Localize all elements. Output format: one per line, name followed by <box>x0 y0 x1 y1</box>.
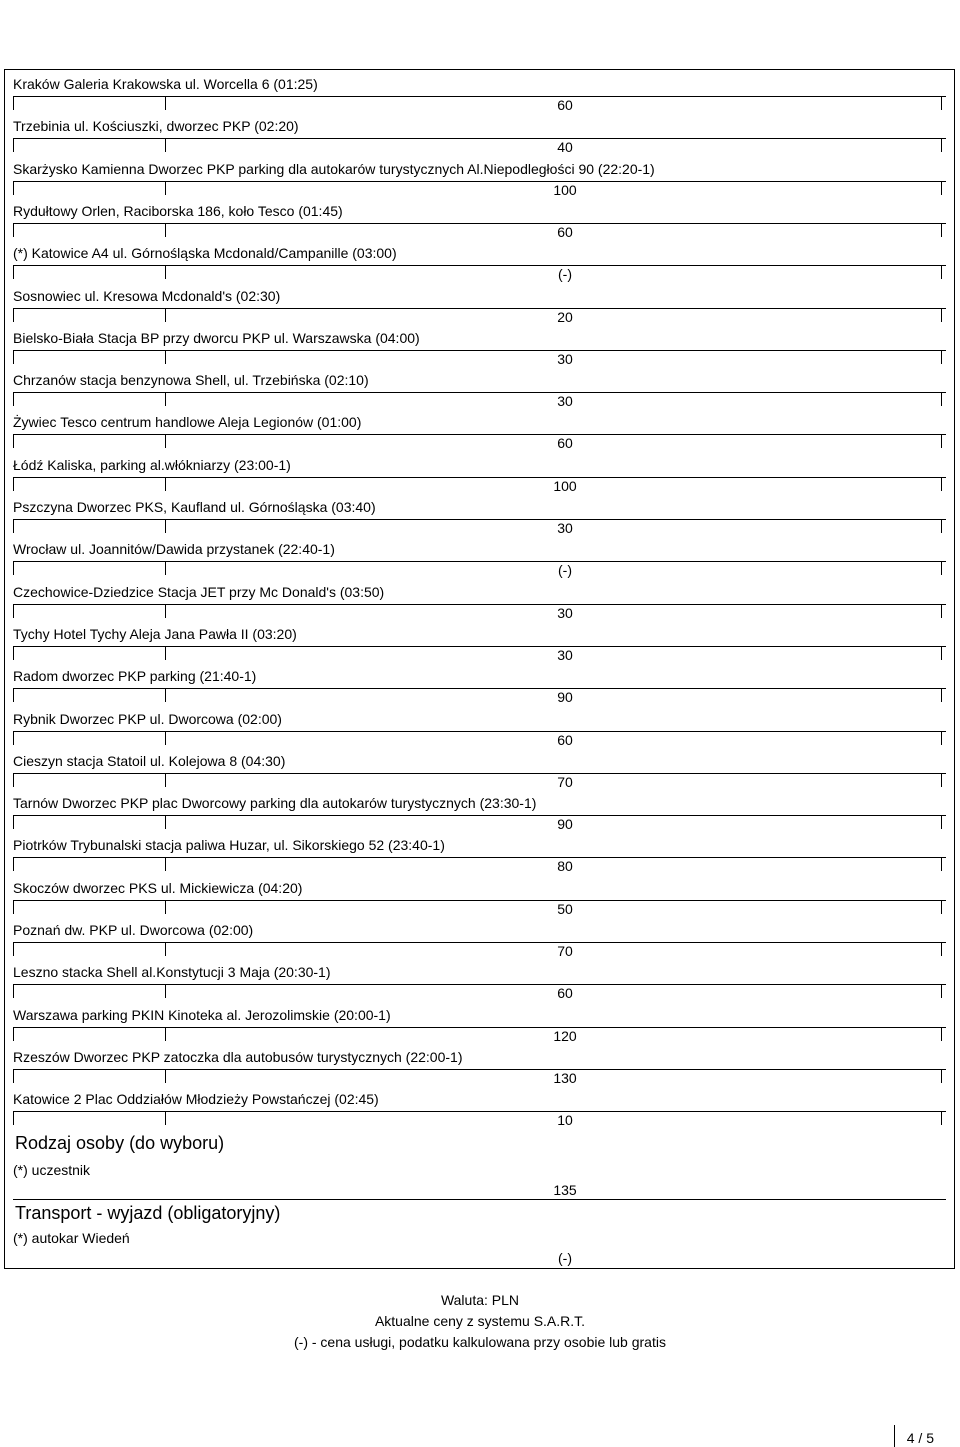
location-label: Pszczyna Dworzec PKS, Kaufland ul. Górnośląska (03:40) <box>13 499 376 515</box>
row-tick <box>165 138 166 152</box>
table-row <box>5 831 954 873</box>
row-tick <box>13 350 14 364</box>
row-tick <box>165 1069 166 1083</box>
row-tick <box>13 1111 14 1125</box>
location-price: 30 <box>557 520 573 536</box>
location-price: (-) <box>558 266 572 283</box>
row-tick <box>941 731 942 745</box>
row-underline <box>13 350 946 351</box>
transport-heading: Transport - wyjazd (obligatoryjny) <box>15 1203 281 1223</box>
row-underline <box>13 519 946 520</box>
row-tick <box>941 773 942 787</box>
table-row <box>5 1085 954 1127</box>
location-label: Skarżysko Kamienna Dworzec PKP parking dla autokarów turystycznych Al.Niepodległości 90 (22:20-1) <box>13 160 655 177</box>
location-price: 60 <box>557 985 573 1002</box>
location-label: Skoczów dworzec PKS ul. Mickiewicza (04:20) <box>13 879 303 896</box>
row-tick <box>165 604 166 618</box>
row-underline <box>13 477 946 478</box>
row-underline <box>13 815 946 816</box>
location-label: Piotrków Trybunalski stacja paliwa Huzar, ul. Sikorskiego 52 (23:40-1) <box>13 837 445 854</box>
row-underline <box>13 942 946 943</box>
row-tick <box>941 350 942 364</box>
row-underline <box>13 434 946 435</box>
row-tick <box>165 688 166 702</box>
row-tick <box>941 604 942 618</box>
row-underline <box>13 731 946 732</box>
location-price: 10 <box>557 1112 573 1129</box>
row-tick <box>13 1069 14 1083</box>
location-price: 40 <box>557 139 573 156</box>
row-tick <box>165 984 166 998</box>
row-tick <box>165 519 166 533</box>
row-tick <box>941 1027 942 1041</box>
row-tick <box>165 265 166 279</box>
row-tick <box>941 646 942 660</box>
row-tick <box>941 942 942 956</box>
location-price: 60 <box>557 223 573 240</box>
transport-price: (-) <box>558 1250 572 1266</box>
page-number: 4 / 5 <box>906 1430 934 1446</box>
location-label: Poznań dw. PKP ul. Dworcowa (02:00) <box>13 922 254 938</box>
row-tick <box>13 604 14 618</box>
location-price: 90 <box>557 816 573 833</box>
row-underline <box>13 308 946 309</box>
location-price: 60 <box>557 97 573 113</box>
row-tick <box>13 561 14 575</box>
row-tick <box>13 181 14 195</box>
location-price: 20 <box>557 308 573 325</box>
location-label: Wrocław ul. Joannitów/Dawida przystanek (22:40-1) <box>13 541 335 558</box>
location-label: Sosnowiec ul. Kresowa Mcdonald's (02:30) <box>13 287 281 304</box>
row-tick <box>13 223 14 237</box>
location-price: 70 <box>557 773 573 790</box>
price-note-text: (-) - cena usługi, podatku kalkulowana przy osobie lub gratis <box>294 1334 666 1350</box>
location-price: 90 <box>557 689 573 706</box>
row-tick <box>941 434 942 448</box>
table-row <box>5 366 954 408</box>
location-label: Czechowice-Dziedzice Stacja JET przy Mc Donald's (03:50) <box>13 583 385 600</box>
table-row <box>5 324 954 366</box>
row-underline <box>13 1111 946 1112</box>
row-tick <box>13 477 14 491</box>
row-underline <box>13 688 946 689</box>
location-price: 30 <box>557 646 573 663</box>
row-tick <box>941 265 942 279</box>
location-price: 130 <box>553 1069 577 1086</box>
row-tick <box>165 223 166 237</box>
row-tick <box>941 900 942 914</box>
location-price: 30 <box>557 393 573 410</box>
row-tick <box>13 96 14 110</box>
location-label: Łódź Kaliska, parking al.włókniarzy (23:00-1) <box>13 456 291 473</box>
row-underline <box>13 265 946 266</box>
row-underline <box>13 223 946 224</box>
row-tick <box>165 1111 166 1125</box>
row-tick <box>13 519 14 533</box>
row-underline <box>13 646 946 647</box>
row-tick <box>13 731 14 745</box>
row-tick <box>165 857 166 871</box>
row-tick <box>13 900 14 914</box>
row-tick <box>13 1027 14 1041</box>
location-price: 80 <box>557 858 573 875</box>
table-row <box>5 155 954 197</box>
page-number-divider <box>894 1425 895 1447</box>
table-row <box>5 620 954 662</box>
table-row <box>5 578 954 620</box>
row-tick <box>165 1027 166 1041</box>
row-tick <box>941 688 942 702</box>
location-label: Warszawa parking PKIN Kinoteka al. Jerozolimskie (20:00-1) <box>13 1006 391 1023</box>
row-tick <box>13 942 14 956</box>
row-underline <box>13 96 946 97</box>
transport-item: (*) autokar Wiedeń <box>13 1230 130 1246</box>
location-label: Trzebinia ul. Kościuszki, dworzec PKP (02:20) <box>13 118 299 135</box>
table-row <box>5 789 954 831</box>
row-tick <box>13 138 14 152</box>
location-label: Bielsko-Biała Stacja BP przy dworcu PKP ul. Warszawska (04:00) <box>13 329 420 346</box>
table-row <box>5 112 954 154</box>
row-tick <box>941 984 942 998</box>
table-row <box>5 916 954 958</box>
location-label: Rybnik Dworzec PKP ul. Dworcowa (02:00) <box>13 710 282 727</box>
row-underline <box>13 181 946 182</box>
row-tick <box>941 519 942 533</box>
location-price: 100 <box>553 181 577 198</box>
table-row <box>5 705 954 747</box>
table-row <box>5 493 954 535</box>
row-tick <box>165 815 166 829</box>
row-tick <box>165 561 166 575</box>
row-tick <box>13 857 14 871</box>
table-row <box>5 451 954 493</box>
row-tick <box>165 181 166 195</box>
table-row <box>5 958 954 1000</box>
row-tick <box>165 731 166 745</box>
row-tick <box>941 1069 942 1083</box>
row-tick <box>941 1111 942 1125</box>
row-tick <box>165 773 166 787</box>
row-tick <box>165 942 166 956</box>
table-row <box>5 747 954 789</box>
row-tick <box>13 434 14 448</box>
location-label: Rydułtowy Orlen, Raciborska 186, koło Tesco (01:45) <box>13 202 343 219</box>
table-row <box>5 197 954 239</box>
table-row <box>5 70 954 112</box>
location-label: Żywiec Tesco centrum handlowe Aleja Legionów (01:00) <box>13 414 362 431</box>
row-tick <box>13 646 14 660</box>
person-type-rule <box>13 1199 946 1200</box>
row-tick <box>941 392 942 406</box>
row-underline <box>13 604 946 605</box>
table-row <box>5 282 954 324</box>
location-price: 30 <box>557 604 573 621</box>
location-label: Katowice 2 Plac Oddziałów Młodzieży Powstańczej (02:45) <box>13 1091 379 1108</box>
row-tick <box>941 308 942 322</box>
location-label: Tarnów Dworzec PKP plac Dworcowy parking dla autokarów turystycznych (23:30-1) <box>13 795 537 812</box>
row-tick <box>13 815 14 829</box>
location-label: Rzeszów Dworzec PKP zatoczka dla autobusów turystycznych (22:00-1) <box>13 1048 463 1065</box>
row-underline <box>13 561 946 562</box>
location-label: Cieszyn stacja Statoil ul. Kolejowa 8 (04:30) <box>13 752 286 769</box>
row-tick <box>165 900 166 914</box>
row-tick <box>13 688 14 702</box>
row-tick <box>941 477 942 491</box>
row-underline <box>13 857 946 858</box>
location-label: Kraków Galeria Krakowska ul. Worcella 6 (01:25) <box>13 76 318 92</box>
table-row <box>5 1001 954 1043</box>
location-price: 70 <box>557 943 573 959</box>
row-underline <box>13 984 946 985</box>
person-type-heading: Rodzaj osoby (do wyboru) <box>15 1133 225 1153</box>
table-row <box>5 662 954 704</box>
row-tick <box>941 181 942 195</box>
location-price: (-) <box>558 562 572 579</box>
row-underline <box>13 392 946 393</box>
location-price: 60 <box>557 435 573 452</box>
person-type-price: 135 <box>553 1182 577 1198</box>
row-tick <box>13 265 14 279</box>
location-label: (*) Katowice A4 ul. Górnośląska Mcdonald/Campanille (03:00) <box>13 245 397 262</box>
row-underline <box>13 900 946 901</box>
row-tick <box>941 138 942 152</box>
row-tick <box>13 984 14 998</box>
table-row <box>5 1043 954 1085</box>
footer <box>0 1290 960 1353</box>
location-price: 100 <box>553 477 577 494</box>
prices-source-text: Aktualne ceny z systemu S.A.R.T. <box>374 1313 586 1329</box>
location-label: Tychy Hotel Tychy Aleja Jana Pawła II (03:20) <box>13 625 297 642</box>
row-tick <box>941 223 942 237</box>
row-tick <box>13 308 14 322</box>
row-underline <box>13 138 946 139</box>
row-tick <box>165 477 166 491</box>
person-type-item: (*) uczestnik <box>13 1162 91 1178</box>
location-price: 50 <box>557 900 573 917</box>
table-row <box>5 874 954 916</box>
row-underline <box>13 1069 946 1070</box>
row-tick <box>941 96 942 110</box>
row-tick <box>165 392 166 406</box>
row-underline <box>13 773 946 774</box>
row-tick <box>941 815 942 829</box>
table-row <box>5 535 954 577</box>
location-price: 30 <box>557 350 573 367</box>
price-table <box>4 69 955 1269</box>
row-tick <box>165 646 166 660</box>
location-label: Chrzanów stacja benzynowa Shell, ul. Trzebińska (02:10) <box>13 372 369 389</box>
table-row <box>5 408 954 450</box>
table-row <box>5 239 954 281</box>
row-tick <box>13 773 14 787</box>
location-price: 60 <box>557 731 573 748</box>
row-tick <box>165 434 166 448</box>
location-label: Radom dworzec PKP parking (21:40-1) <box>13 668 257 685</box>
row-tick <box>941 857 942 871</box>
row-tick <box>165 350 166 364</box>
location-price: 120 <box>553 1027 577 1044</box>
row-tick <box>941 561 942 575</box>
location-label: Leszno stacka Shell al.Konstytucji 3 Maja (20:30-1) <box>13 964 331 981</box>
row-underline <box>13 1027 946 1028</box>
row-tick <box>165 308 166 322</box>
currency-text: Waluta: PLN <box>440 1292 520 1308</box>
row-tick <box>13 392 14 406</box>
row-tick <box>165 96 166 110</box>
